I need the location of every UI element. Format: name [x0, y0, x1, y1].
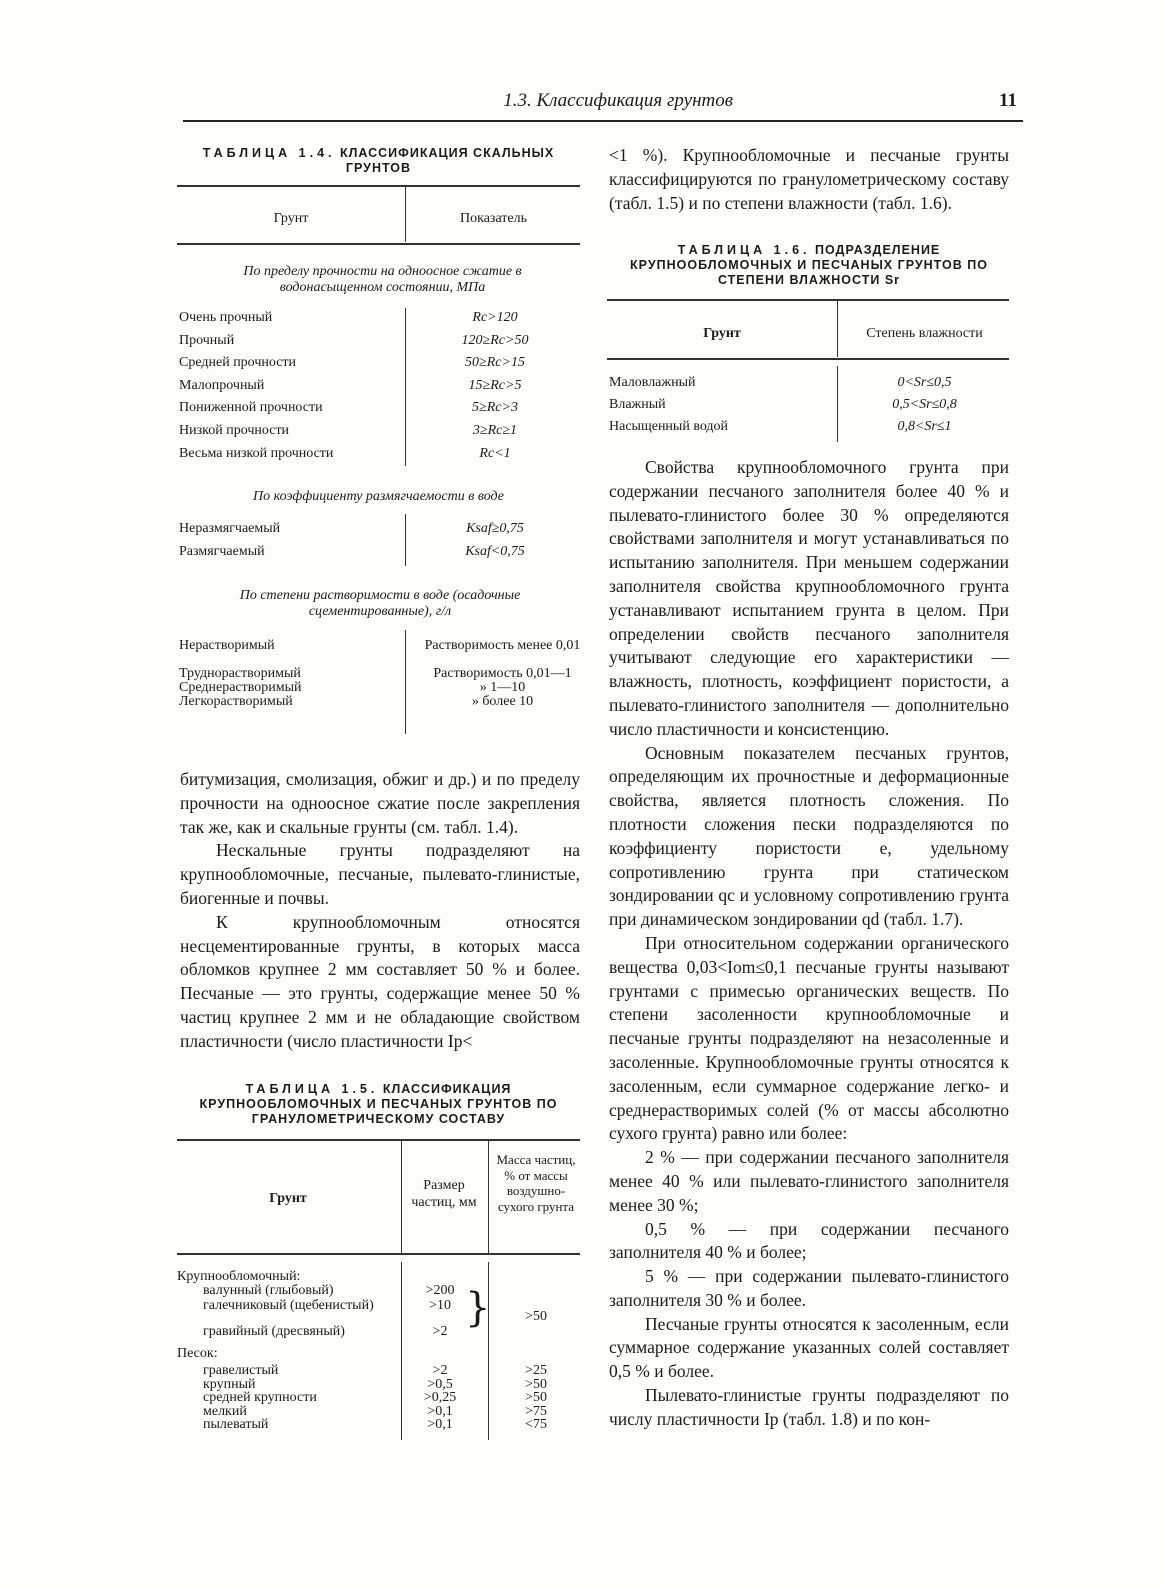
table-row-value: >0,1 — [427, 1403, 453, 1419]
table-1-6-col-soil: Грунт — [703, 326, 741, 341]
brace-icon: } — [465, 1285, 491, 1331]
divider — [405, 187, 406, 242]
table-row-value: 0,5<Sr≤0,8 — [892, 397, 957, 412]
table-1-5-group-coarse: Крупнообломочный: — [177, 1269, 301, 1284]
divider — [177, 1139, 580, 1141]
table-row-value: 0,8<Sr≤1 — [897, 419, 952, 434]
table-row-value: Rc>120 — [472, 310, 518, 325]
table-row-value: >0,1 — [427, 1417, 453, 1432]
table-1-4-col-index: Показатель — [460, 211, 527, 226]
divider — [405, 514, 406, 566]
table-1-6-title: ПОДРАЗДЕЛЕНИЕ КРУПНООБЛОМОЧНЫХ И ПЕСЧАНЫХ ГРУНТОВ ПО СТЕПЕНИ ВЛАЖНОСТИ Sr — [630, 243, 988, 287]
table-1-5-col-mass: Масса частиц, % от массы воздушно-сухого грунта — [496, 1152, 576, 1214]
divider — [607, 358, 1009, 360]
table-1-4-col-soil: Грунт — [273, 211, 309, 226]
table-row-name: Среднерастворимый — [179, 680, 302, 695]
table-1-5-group-sand: Песок: — [177, 1346, 218, 1361]
table-row-name: пылеватый — [203, 1417, 269, 1432]
table-row-name: Маловлажный — [609, 375, 696, 390]
table-1-4 — [177, 146, 580, 176]
table-row-mass: >50 — [525, 1376, 547, 1392]
table-row-value: >2 — [432, 1363, 448, 1378]
table-row-name: Нерастворимый — [179, 638, 275, 653]
table-row-value: 50≥Rc>15 — [465, 355, 525, 371]
table-1-4-section-strength: По пределу прочности на одноосное сжатие в водонасыщенном состоянии, МПа — [243, 264, 522, 295]
divider — [177, 243, 580, 245]
table-row-name: средней крупности — [203, 1390, 317, 1405]
table-row-name: Неразмягчаемый — [179, 521, 281, 536]
paragraph: Пылевато-глинистые грунты подразделяют по числу пластичности Ip (табл. 1.8) и по кон- — [609, 1385, 1009, 1429]
table-1-6-col-index: Степень влажности — [866, 326, 983, 341]
table-row-name: Размягчаемый — [179, 543, 265, 559]
paragraph: 5 % — при содержании пылевато-глинистого заполнителя 30 % и более. — [609, 1266, 1009, 1310]
table-row-value: 3≥Rc≥1 — [472, 423, 518, 438]
paragraph: Нескальные грунты подразделяют на крупнообломочные, песчаные, пылевато-глинистые, биогенные и почвы. — [180, 840, 580, 908]
table-row-mass: <75 — [525, 1417, 547, 1432]
divider — [177, 1253, 580, 1255]
divider — [401, 1141, 402, 1253]
table-row-name: Труднорастворимый — [179, 666, 301, 681]
table-row-value: » более 10 — [471, 694, 534, 709]
table-row-value: >0,5 — [427, 1376, 453, 1392]
table-1-5-caption — [177, 1082, 580, 1127]
right-column-text — [609, 456, 1009, 1432]
table-row-mass: >75 — [525, 1403, 547, 1419]
paragraph: 2 % — при содержании песчаного заполнителя менее 40 % или пылевато-глинистого заполнителя менее 30 %; — [609, 1147, 1009, 1215]
paragraph: 0,5 % — при содержании песчаного заполнителя 40 % и более; — [609, 1218, 1009, 1263]
page-number: 11 — [999, 90, 1017, 111]
table-row-value: Ksaf≥0,75 — [466, 521, 524, 536]
table-1-5-col-size: Размер частиц, мм — [411, 1178, 477, 1210]
paragraph: Свойства крупнообломочного грунта при содержании песчаного заполнителя более 40 % и пылевато-глинистого более 30 % определяются свойствами заполнителя и могут устанавливаться по испытанию заполнителя. При меньшем содержании заполнителя свойства крупнообломочного грунта устанавливают испытанием грунта в целом. При определении свойств песчаного заполнителя учитывают следующие его характеристики — влажность, плотность, коэффициент пористости, а пылевато-глинистого заполнителя — дополнительно число пластичности и консистенцию. — [609, 457, 1009, 739]
table-row-name: Малопрочный — [179, 377, 265, 393]
table-row-mass: >25 — [525, 1363, 547, 1378]
page-header — [183, 88, 1023, 122]
paragraph: При относительном содержании органического вещества 0,03<Iom≤0,1 песчаные грунты называют грунтами с примесью органических веществ. По степени засоленности крупнообломочные и песчаные грунты подразделяют на незасоленные и засоленные. Крупнообломочные грунты относятся к засоленным, если суммарное содержание легко- и среднерастворимых солей (% от массы абсолютно сухого грунта) равно или более: — [609, 932, 1009, 1144]
table-1-5-col-soil: Грунт — [269, 1191, 307, 1206]
table-1-4-title: КЛАССИФИКАЦИЯ СКАЛЬНЫХ ГРУНТОВ — [340, 146, 555, 175]
table-row-name: Влажный — [609, 397, 666, 412]
table-1-5-coarse-mass: >50 — [525, 1309, 547, 1324]
table-row-value: Растворимость менее 0,01 — [424, 638, 581, 653]
table-row-value: Растворимость 0,01—1 — [433, 666, 572, 681]
divider — [405, 308, 406, 466]
divider — [177, 185, 580, 187]
paragraph: Основным показателем песчаных грунтов, определяющим их прочностные и деформационные свойства, является плотность сложения. По плотности сложения пески подразделяются по коэффициенту пористости e, удельному сопротивлению грунта при статическом зондировании qc и условному сопротивлению грунта при динамическом зондировании qd (табл. 1.7). — [609, 742, 1009, 930]
left-column-text — [180, 768, 580, 1054]
table-row-value: >2 — [432, 1324, 448, 1339]
table-row-name: Средней прочности — [179, 355, 297, 371]
table-row-value: » 1—10 — [479, 680, 526, 695]
table-1-6-label: ТАБЛИЦА 1.6. — [677, 243, 811, 257]
table-1-4-caption — [177, 146, 580, 176]
table-row-value: 5≥Rc>3 — [472, 400, 518, 416]
table-row-name: Пониженной прочности — [179, 400, 323, 416]
divider — [405, 630, 406, 734]
table-row-name: валунный (глыбовый) — [203, 1283, 334, 1298]
paragraph: <1 %). Крупнообломочные и песчаные грунты классифицируются по гранулометрическому составу (табл. 1.5) и по степени влажности (табл. 1.6). — [609, 145, 1009, 213]
divider — [837, 366, 838, 442]
table-row-value: >10 — [429, 1298, 451, 1313]
table-row-value: >0,25 — [423, 1390, 457, 1405]
right-top-text — [609, 144, 1009, 215]
table-1-4-section-solubility: По степени растворимости в воде (осадочные сцементированные), г/л — [239, 588, 521, 619]
table-1-6-caption — [609, 243, 1009, 288]
table-row-mass: >50 — [525, 1390, 547, 1405]
divider — [488, 1141, 489, 1253]
divider — [401, 1262, 402, 1440]
paragraph: Песчаные грунты относятся к засоленным, если суммарное содержание указанных солей составляет 0,5 % и более. — [609, 1313, 1009, 1382]
table-row-name: крупный — [203, 1376, 256, 1392]
table-row-name: Низкой прочности — [179, 423, 290, 438]
table-row-name: гравийный (дресвяный) — [203, 1324, 345, 1339]
table-row-name: Насыщенный водой — [609, 419, 729, 434]
section-title: 1.3. Классификация грунтов — [503, 90, 733, 111]
table-row-value: Rc<1 — [479, 445, 511, 461]
divider — [837, 301, 838, 357]
table-row-value: 120≥Rc>50 — [461, 332, 529, 348]
table-row-name: мелкий — [203, 1403, 247, 1419]
table-row-value: Ksaf<0,75 — [465, 543, 525, 559]
table-1-5-title: КЛАССИФИКАЦИЯ КРУПНООБЛОМОЧНЫХ И ПЕСЧАНЫХ ГРУНТОВ ПО ГРАНУЛОМЕТРИЧЕСКОМУ СОСТАВУ — [199, 1082, 558, 1126]
table-row-value: 0<Sr≤0,5 — [897, 375, 952, 390]
table-1-4-label: ТАБЛИЦА 1.4. — [202, 146, 336, 160]
paragraph: битумизация, смолизация, обжиг и др.) и по пределу прочности на одноосное сжатие после закрепления так же, как и скальные грунты (см. табл. 1.4). — [180, 769, 580, 837]
table-row-value: >200 — [425, 1283, 455, 1298]
table-1-5-label: ТАБЛИЦА 1.5. — [245, 1082, 379, 1096]
table-row-name: Прочный — [179, 332, 235, 348]
table-row-name: галечниковый (щебенистый) — [203, 1298, 374, 1313]
table-1-4-section-softening: По коэффициенту размягчаемости в воде — [252, 489, 504, 504]
table-row-value: 15≥Rc>5 — [468, 377, 522, 393]
divider — [607, 299, 1009, 301]
paragraph: К крупнообломочным относятся несцементированные грунты, в которых масса обломков крупнее 2 мм составляет 50 % и более. Песчаные — это грунты, содержащие менее 50 % частиц крупнее 2 мм и не обладающие свойством пластичности (число пластичности Ip< — [180, 911, 580, 1051]
table-row-name: Очень прочный — [179, 310, 273, 325]
table-row-name: гравелистый — [203, 1363, 279, 1378]
table-row-name: Легкорастворимый — [179, 694, 293, 709]
table-row-name: Весьма низкой прочности — [179, 445, 334, 461]
